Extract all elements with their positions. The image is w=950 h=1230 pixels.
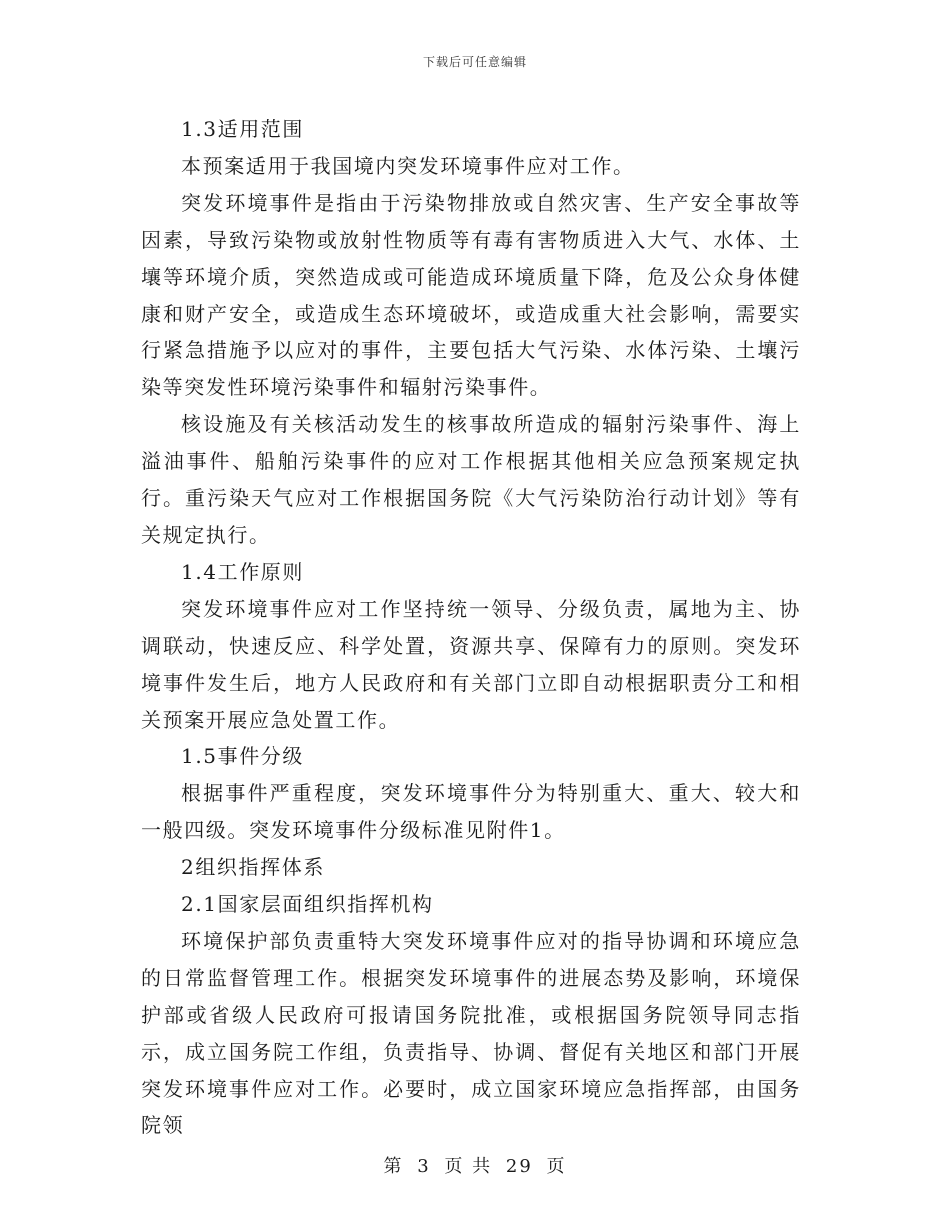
footer-middle: 页 共 [444, 1156, 493, 1177]
page-header-note: 下载后可任意编辑 [422, 55, 527, 69]
footer-page-number: 3 [417, 1156, 431, 1177]
section-heading-2-1: 2.1国家层面组织指挥机构 [181, 892, 434, 917]
paragraph-principles: 突发环境事件应对工作坚持统一领导、分级负责，属地为主、协调联动，快速反应、科学处置，资源共享、保障有力的原则。突发环境事件发生后，地方人民政府和有关部门立即自动根据职责分工和相关预案开展应急处置工作。 [141, 596, 801, 732]
footer-total-pages: 29 [505, 1156, 533, 1177]
footer-prefix: 第 [383, 1156, 404, 1177]
paragraph-scope: 本预案适用于我国境内突发环境事件应对工作。 [181, 153, 635, 178]
document-body [141, 111, 801, 1144]
paragraph-grading: 根据事件严重程度，突发环境事件分为特别重大、重大、较大和一般四级。突发环境事件分级标准见附件1。 [141, 781, 801, 843]
paragraph-definition: 突发环境事件是指由于污染物排放或自然灾害、生产安全事故等因素，导致污染物或放射性物质等有毒有害物质进入大气、水体、土壤等环境介质，突然造成或可能造成环境质量下降，危及公众身体健康和财产安全，或造成生态环境破坏，或造成重大社会影响，需要实行紧急措施予以应对的事件，主要包括大气污染、水体污染、土壤污染等突发性环境污染事件和辐射污染事件。 [141, 190, 801, 400]
section-heading-2: 2组织指挥体系 [181, 855, 325, 880]
section-heading-1-3: 1.3适用范围 [181, 117, 305, 141]
section-heading-1-5: 1.5事件分级 [181, 744, 305, 769]
footer-suffix: 页 [546, 1156, 567, 1177]
page-footer [0, 1152, 950, 1178]
paragraph-national-command: 环境保护部负责重特大突发环境事件应对的指导协调和环境应急的日常监督管理工作。根据突发环境事件的进展态势及影响，环境保护部或省级人民政府可报请国务院批准，或根据国务院领导同志指示，成立国务院工作组，负责指导、协调、督促有关地区和部门开展突发环境事件应对工作。必要时，成立国家环境应急指挥部，由国务院领 [141, 928, 801, 1138]
section-heading-1-4: 1.4工作原则 [181, 559, 305, 584]
paragraph-exclusions: 核设施及有关核活动发生的核事故所造成的辐射污染事件、海上溢油事件、船舶污染事件的应对工作根据其他相关应急预案规定执行。重污染天气应对工作根据国务院《大气污染防治行动计划》等有关规定执行。 [141, 412, 801, 547]
